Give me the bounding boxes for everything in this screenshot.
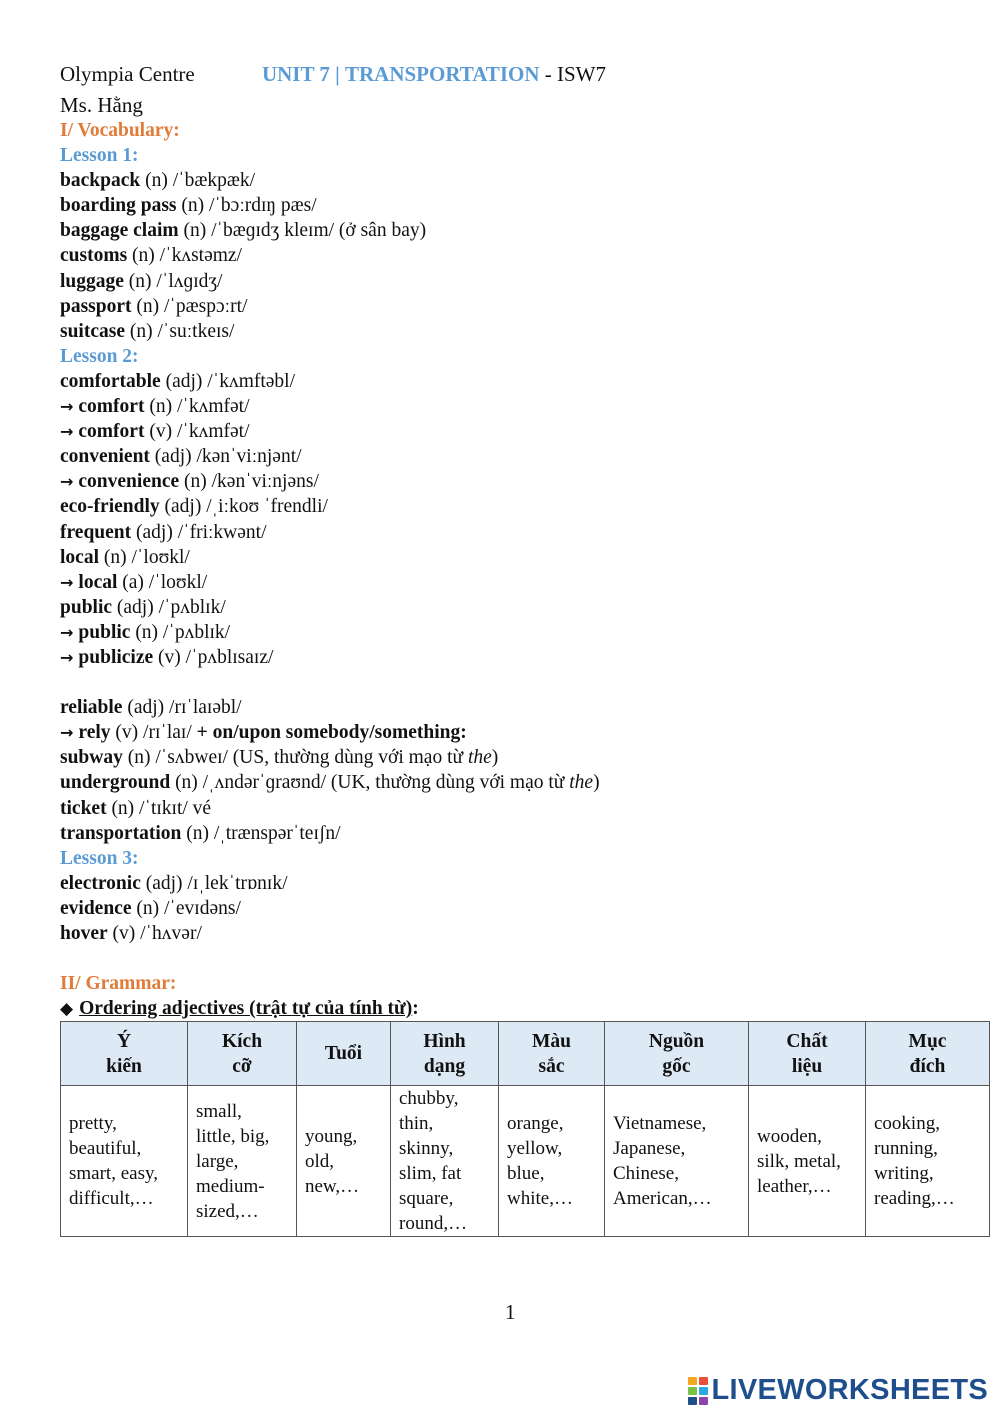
teacher-name: Ms. Hằng — [60, 93, 143, 117]
header-text: Ý — [116, 1030, 132, 1052]
header-text: liệu — [791, 1055, 823, 1077]
course-code: - ISW7 — [544, 62, 606, 86]
cell-text: slim, fat — [399, 1163, 462, 1185]
vocab-word: convenient — [60, 446, 150, 468]
cell-text: American,… — [613, 1188, 712, 1210]
unit-label: UNIT 7 — [261, 62, 330, 86]
logo-square — [688, 1397, 697, 1405]
cell-text: Japanese, — [613, 1138, 686, 1160]
worksheet-page — [60, 58, 990, 1237]
vocab-entry — [60, 520, 990, 545]
cell-text: beautiful, — [69, 1138, 142, 1160]
vocab-detail: (n) /ˈsuːtkeɪs/ — [125, 320, 235, 342]
vocabulary-heading: I/ Vocabulary: — [60, 120, 180, 141]
logo-square — [699, 1387, 708, 1395]
table-cell — [605, 1086, 749, 1237]
vocab-word: public — [60, 596, 113, 618]
vocab-detail: (adj) /ˈkʌmftəbl/ — [160, 370, 296, 392]
cell-text: leather,… — [757, 1175, 832, 1197]
vocab-entry — [60, 770, 990, 795]
grammar-topic-line — [60, 996, 990, 1021]
table-row — [61, 1086, 990, 1237]
vocab-entry — [60, 394, 990, 419]
vocab-entry — [60, 720, 990, 745]
cell-text: running, — [874, 1138, 938, 1160]
vocab-word: passport — [60, 295, 132, 317]
table-header-cell — [61, 1022, 188, 1086]
vocab-detail: (n) /ˈpʌblɪk/ — [130, 621, 231, 643]
vocab-detail: (adj) /ˈpʌblɪk/ — [112, 596, 226, 618]
cell-text: Vietnamese, — [613, 1113, 707, 1135]
vocab-detail: (n) /ˈlʌɡɪdʒ/ — [123, 270, 223, 292]
grammar-topic: Ordering adjectives (trật tự của tính từ) — [79, 998, 413, 1020]
header-text: đích — [909, 1055, 946, 1077]
diamond-bullet-icon: ◆ — [60, 999, 74, 1020]
vocab-word: customs — [60, 245, 128, 267]
vocab-word: publicize — [78, 646, 154, 668]
cell-text: yellow, — [507, 1138, 563, 1160]
header-text: Chất — [786, 1030, 828, 1052]
cell-text: round,… — [399, 1213, 468, 1235]
adjective-order-table — [60, 1021, 990, 1237]
vocab-entry — [60, 871, 990, 896]
vocab-entry — [60, 168, 990, 193]
vocab-entry — [60, 193, 990, 218]
header-text: dạng — [423, 1055, 466, 1077]
liveworksheets-logo[interactable] — [688, 1374, 989, 1407]
header-text: kiến — [106, 1055, 142, 1077]
vocab-word: baggage claim — [60, 220, 179, 242]
header-text: gốc — [662, 1055, 691, 1077]
vocab-word: public — [78, 621, 131, 643]
vocab-detail: (n) /ˈkʌmfət/ — [144, 396, 250, 418]
vocab-detail: (n) /ˈkʌstəmz/ — [127, 245, 242, 267]
header-text: Mục — [908, 1030, 947, 1052]
cell-text: little, big, — [196, 1125, 270, 1147]
vocab-detail: (adj) /ˈfriːkwənt/ — [131, 521, 267, 543]
vocab-word: comfortable — [60, 370, 161, 392]
arrow-right-icon: → — [60, 647, 74, 667]
vocab-entry — [60, 294, 990, 319]
lesson2-list — [60, 369, 990, 846]
vocab-word: comfort — [78, 421, 145, 443]
cell-text: writing, — [874, 1163, 934, 1185]
cell-text: new,… — [305, 1175, 360, 1197]
vocab-detail: (n) /ˈpæspɔːrt/ — [131, 295, 248, 317]
spacer — [60, 670, 990, 695]
header-text: Màu — [532, 1030, 571, 1052]
arrow-right-icon: → — [60, 622, 74, 642]
cell-text: Chinese, — [613, 1163, 679, 1185]
vocab-word: rely — [78, 722, 111, 744]
cell-text: wooden, — [757, 1125, 822, 1147]
lesson2-title: Lesson 2: — [60, 345, 139, 367]
vocab-entry — [60, 570, 990, 595]
vocab-detail: (v) /rɪˈlaɪ/ — [110, 722, 197, 744]
vocab-detail: (n) /ˈbæɡɪdʒ kleɪm/ (ở sân bay) — [178, 220, 427, 242]
vocab-word: transportation — [60, 822, 182, 844]
vocab-word: evidence — [60, 897, 132, 919]
table-header-cell — [605, 1022, 749, 1086]
arrow-right-icon: → — [60, 397, 74, 417]
vocab-entry — [60, 319, 990, 344]
table-cell — [499, 1086, 605, 1237]
vocab-detail: (n) /ˈevɪdəns/ — [131, 897, 241, 919]
cell-text: large, — [196, 1150, 239, 1172]
cell-text: cooking, — [874, 1113, 940, 1135]
vocab-detail: (n) /ˈloʊkl/ — [99, 546, 190, 568]
vocab-entry — [60, 645, 990, 670]
vocab-entry — [60, 444, 990, 469]
arrow-right-icon: → — [60, 472, 74, 492]
cell-text: square, — [399, 1188, 454, 1210]
table-cell — [61, 1086, 188, 1237]
vocab-entry — [60, 419, 990, 444]
centre-name: Olympia Centre — [60, 62, 195, 86]
cell-text: silk, metal, — [757, 1150, 841, 1172]
table-header-cell — [188, 1022, 297, 1086]
lesson3-title: Lesson 3: — [60, 847, 139, 869]
vocab-detail: (v) /ˈhʌvər/ — [107, 923, 202, 944]
vocab-entry — [60, 896, 990, 921]
lesson3-list — [60, 871, 990, 946]
vocab-entry — [60, 269, 990, 294]
vocab-word: comfort — [78, 396, 145, 418]
table-header-cell — [499, 1022, 605, 1086]
cell-text: young, — [305, 1125, 358, 1147]
vocab-word: ticket — [60, 797, 107, 819]
logo-square — [688, 1387, 697, 1395]
page-header — [60, 58, 990, 90]
vocab-word: backpack — [60, 170, 141, 192]
header-text: cỡ — [232, 1055, 252, 1077]
cell-text: difficult,… — [69, 1188, 154, 1210]
vocab-word: suitcase — [60, 320, 125, 342]
logo-square — [688, 1377, 697, 1385]
arrow-right-icon: → — [60, 723, 74, 743]
vocab-detail: (n) /ˈbɔːrdɪŋ pæs/ — [176, 195, 317, 217]
vocab-detail: (n) /ˌtrænspərˈteɪʃn/ — [181, 822, 341, 844]
arrow-right-icon: → — [60, 422, 74, 442]
vocab-detail: (adj) /ˌiːkoʊ ˈfrendli/ — [159, 496, 328, 518]
vocab-tail: ) — [491, 747, 499, 769]
table-cell — [391, 1086, 499, 1237]
vocab-entry — [60, 369, 990, 394]
brand-name: LIVEWORKSHEETS — [711, 1374, 988, 1406]
header-text: Kích — [221, 1030, 263, 1052]
logo-square — [699, 1377, 708, 1385]
vocab-word: electronic — [60, 872, 141, 894]
vocab-word: boarding pass — [60, 195, 177, 217]
cell-text: old, — [305, 1150, 335, 1172]
cell-text: white,… — [507, 1188, 573, 1210]
vocab-extra: + on/upon somebody/something: — [196, 722, 467, 744]
vocab-word: eco-friendly — [60, 496, 160, 518]
header-text: Hình — [423, 1030, 466, 1052]
cell-text: sized,… — [196, 1200, 259, 1222]
vocab-word: subway — [60, 747, 123, 769]
table-header-cell — [866, 1022, 990, 1086]
table-cell — [188, 1086, 297, 1237]
cell-text: orange, — [507, 1113, 564, 1135]
vocab-entry — [60, 243, 990, 268]
vocab-word: frequent — [60, 521, 132, 543]
logo-square — [699, 1397, 708, 1405]
liveworksheets-logo-icon — [688, 1377, 708, 1405]
cell-text: blue, — [507, 1163, 545, 1185]
vocab-detail: (n) /ˈsʌbweɪ/ (US, thường dùng với mạo từ — [122, 747, 468, 769]
vocab-detail: (adj) /ɪˌlekˈtrɒnɪk/ — [140, 872, 288, 894]
vocab-word: local — [78, 571, 118, 593]
vocab-detail: (n) /kənˈviːnjəns/ — [179, 471, 319, 493]
table-header-cell — [391, 1022, 499, 1086]
title-separator: | — [335, 62, 340, 86]
grammar-topic-colon: : — [412, 998, 419, 1020]
grammar-heading: II/ Grammar: — [60, 973, 177, 995]
unit-topic: TRANSPORTATION — [344, 62, 540, 86]
vocab-entry — [60, 494, 990, 519]
vocab-detail: (v) /ˈpʌblɪsaɪz/ — [153, 646, 274, 668]
table-cell — [866, 1086, 990, 1237]
arrow-right-icon: → — [60, 572, 74, 592]
vocab-word: underground — [60, 772, 171, 794]
header-text: Nguồn — [648, 1030, 705, 1052]
cell-text: pretty, — [69, 1113, 117, 1135]
cell-text: smart, easy, — [69, 1163, 158, 1185]
vocab-detail: (a) /ˈloʊkl/ — [117, 571, 208, 593]
vocab-entry — [60, 545, 990, 570]
vocab-entry — [60, 595, 990, 620]
page-number: 1 — [505, 1300, 516, 1324]
vocab-entry — [60, 469, 990, 494]
table-header-row — [61, 1022, 990, 1086]
cell-text: medium- — [196, 1175, 265, 1197]
vocab-entry — [60, 921, 990, 946]
cell-text: skinny, — [399, 1138, 454, 1160]
cell-text: chubby, — [399, 1088, 459, 1110]
vocab-detail: (adj) /kənˈviːnjənt/ — [149, 446, 302, 468]
vocab-word: luggage — [60, 270, 124, 292]
table-header-cell — [749, 1022, 866, 1086]
lesson1-title: Lesson 1: — [60, 145, 139, 167]
table-header-cell — [297, 1022, 391, 1086]
cell-text: reading,… — [874, 1188, 955, 1210]
vocab-entry — [60, 695, 990, 720]
cell-text: small, — [196, 1100, 242, 1122]
vocab-detail: (v) /ˈkʌmfət/ — [144, 421, 250, 443]
vocab-detail: (n) /ˌʌndərˈɡraʊnd/ (UK, thường dùng với mạo từ — [170, 772, 570, 794]
lesson1-list — [60, 168, 990, 344]
vocab-word: reliable — [60, 697, 123, 719]
vocab-word: hover — [60, 923, 108, 944]
vocab-word: local — [60, 546, 99, 568]
vocab-entry — [60, 821, 990, 846]
vocab-detail: (n) /ˈbækpæk/ — [140, 170, 256, 192]
vocab-article: the — [569, 772, 594, 794]
vocab-entry — [60, 620, 990, 645]
vocab-article: the — [467, 747, 492, 769]
header-text: sắc — [538, 1055, 565, 1077]
vocab-tail: ) — [593, 772, 600, 794]
table-cell — [749, 1086, 866, 1237]
vocab-entry — [60, 218, 990, 243]
vocab-entry — [60, 745, 990, 770]
table-cell — [297, 1086, 391, 1237]
vocab-entry — [60, 796, 990, 821]
vocab-word: convenience — [78, 471, 180, 493]
cell-text: thin, — [399, 1113, 434, 1135]
vocab-detail: (n) /ˈtɪkɪt/ vé — [106, 797, 212, 819]
header-text: Tuổi — [324, 1043, 363, 1065]
vocab-detail: (adj) /rɪˈlaɪəbl/ — [122, 697, 242, 719]
